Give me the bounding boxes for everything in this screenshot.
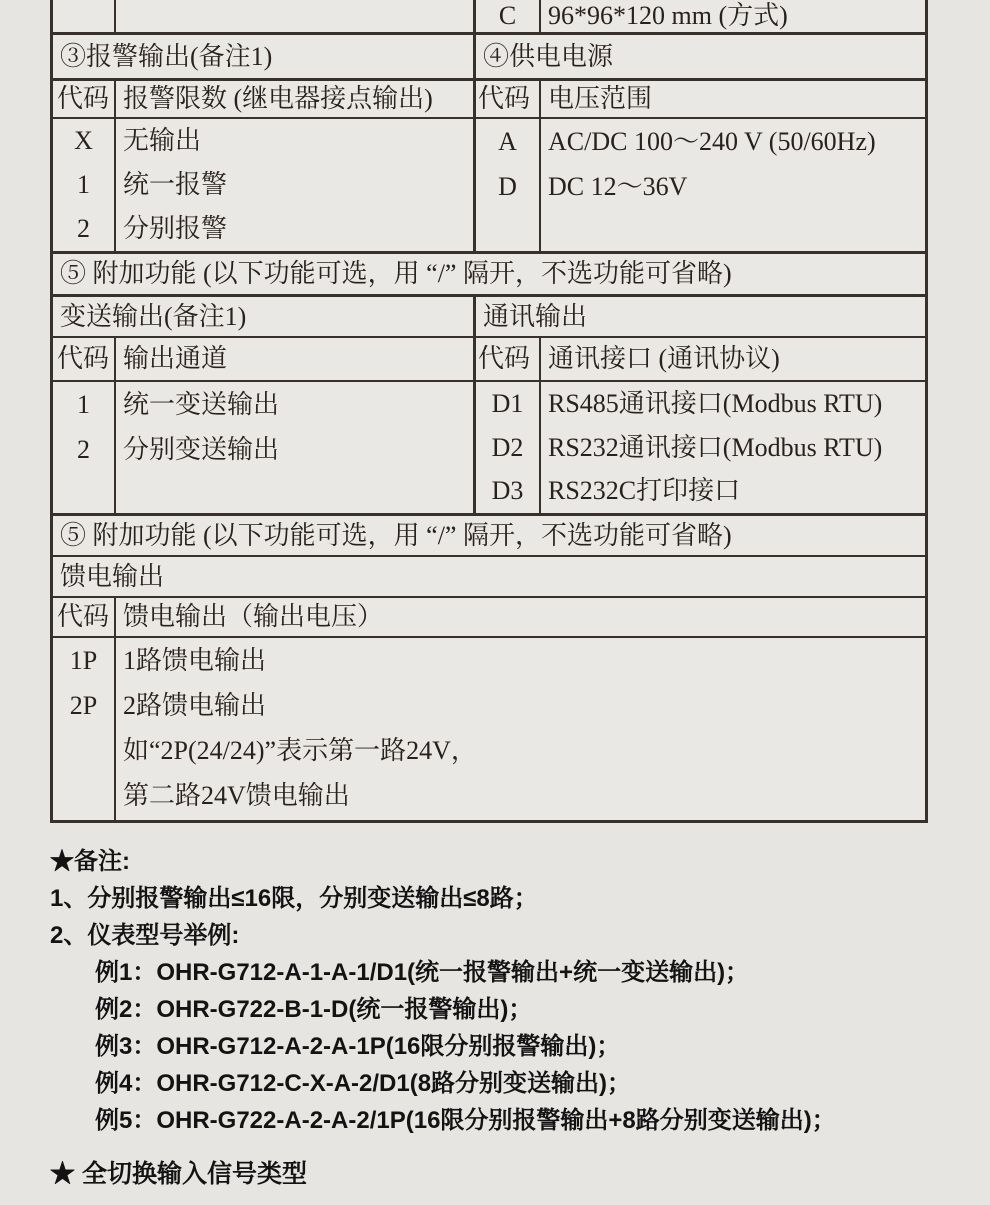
power-code-column [476,119,541,251]
power-code-header: 代码 [476,81,541,117]
power-section-title: ④供电电源 [483,41,614,71]
code-cell: 1 [77,389,90,419]
desc-cell: 2路馈电输出 [123,690,267,720]
signal-type-heading: ★ 全切换输入信号类型 [50,1159,307,1188]
feed-title: 馈电输出 [60,561,165,591]
table-row-addon-header-2 [53,516,925,557]
transmit-code-column [53,382,116,513]
transmit-title: 变送输出(备注1) [53,297,476,336]
model-example: 例1：OHR-G712-A-1-A-1/D1(统一报警输出+统一变送输出)； [95,959,750,986]
comm-code-column [476,382,541,513]
table-block-transmit-comm [53,382,925,516]
empty-desc-cell [116,0,476,32]
feed-desc-header: 馈电输出（输出电压） [123,602,384,631]
notes-header: ★备注: [50,848,130,875]
desc-cell: RS232通讯接口(Modbus RTU) [548,432,883,462]
comm-desc-header: 通讯接口 (通讯协议) [548,344,780,373]
model-example: 例2：OHR-G722-B-1-D(统一报警输出)； [95,996,533,1023]
code-cell: 2 [77,214,90,243]
feed-code-column [53,638,116,820]
code-cell: 1P [69,645,98,675]
code-cell: A [498,126,517,156]
code-cell: 1 [77,170,90,199]
comm-desc-column [541,382,925,513]
code-cell [53,728,114,773]
desc-cell: 无输出 [123,126,202,155]
desc-cell: 分别变送输出 [123,434,280,464]
table-row-addon-header-1 [53,254,925,297]
desc-cell: 1路馈电输出 [123,645,267,675]
code-cell: D1 [491,388,524,418]
alarm-code-column [53,119,116,251]
table-row-section-headers [53,35,925,81]
feed-code-header: 代码 [53,598,116,636]
desc-cell: 统一报警 [123,170,228,199]
desc-cell: RS232C打印接口 [548,476,741,506]
table-row-column-headers-3 [53,598,925,638]
table-block-alarm-power [53,119,925,254]
transmit-code-header: 代码 [53,338,116,380]
table-row-subsection-titles [53,297,925,338]
transmit-desc-header: 输出通道 [116,338,476,380]
model-example: 例3：OHR-G712-A-2-A-1P(16限分别报警输出)； [95,1033,621,1060]
desc-cell: DC 12～36V [548,171,688,201]
ordering-code-table [50,0,928,823]
code-cell: 2 [77,434,90,464]
table-block-feed [53,638,925,820]
empty-code-cell [53,0,116,32]
comm-code-header: 代码 [476,338,541,380]
code-cell [53,773,114,818]
comm-title: 通讯输出 [483,301,588,331]
size-code-cell: C [476,0,541,32]
code-cell: 2P [69,690,98,720]
note-item: 1、分别报警输出≤16限，分别变送输出≤8路； [50,885,538,912]
alarm-desc-column [116,119,476,251]
table-row-column-headers-2 [53,338,925,382]
power-desc-header: 电压范围 [548,84,653,113]
size-desc-cell: 96*96*120 mm (方式) [548,1,788,30]
desc-cell: 分别报警 [123,214,228,243]
model-example: 例4：OHR-G712-C-X-A-2/D1(8路分别变送输出)； [95,1070,632,1097]
code-cell: X [74,126,93,155]
code-cell: D [498,171,517,201]
table-row-column-headers-1 [53,81,925,119]
desc-cell: AC/DC 100～240 V (50/60Hz) [548,126,876,156]
alarm-desc-header: 报警限数 (继电器接点输出) [116,81,476,117]
note-item: 2、仪表型号举例: [50,922,240,949]
table-row-feed-title [53,557,925,598]
alarm-section-title: ③报警输出(备注1) [53,35,476,78]
power-desc-column [541,119,925,251]
desc-cell: 如“2P(24/24)”表示第一路24V， [123,735,477,765]
desc-cell: RS485通讯接口(Modbus RTU) [548,388,883,418]
code-cell: D3 [491,476,524,506]
desc-cell: 第二路24V馈电输出 [123,780,350,810]
feed-desc-column [116,638,925,820]
addon-title-2: ⑤ 附加功能 (以下功能可选，用 “/” 隔开，不选功能可省略) [60,520,732,550]
alarm-code-header: 代码 [53,81,116,117]
model-example: 例5：OHR-G722-A-2-A-2/1P(16限分别报警输出+8路分别变送输出)； [95,1107,836,1134]
desc-cell: 统一变送输出 [123,389,280,419]
table-row-size-partial [53,0,925,35]
code-cell: D2 [491,432,524,462]
addon-title: ⑤ 附加功能 (以下功能可选，用 “/” 隔开，不选功能可省略) [60,259,732,288]
transmit-desc-column [116,382,476,513]
notes-section [50,840,960,1190]
